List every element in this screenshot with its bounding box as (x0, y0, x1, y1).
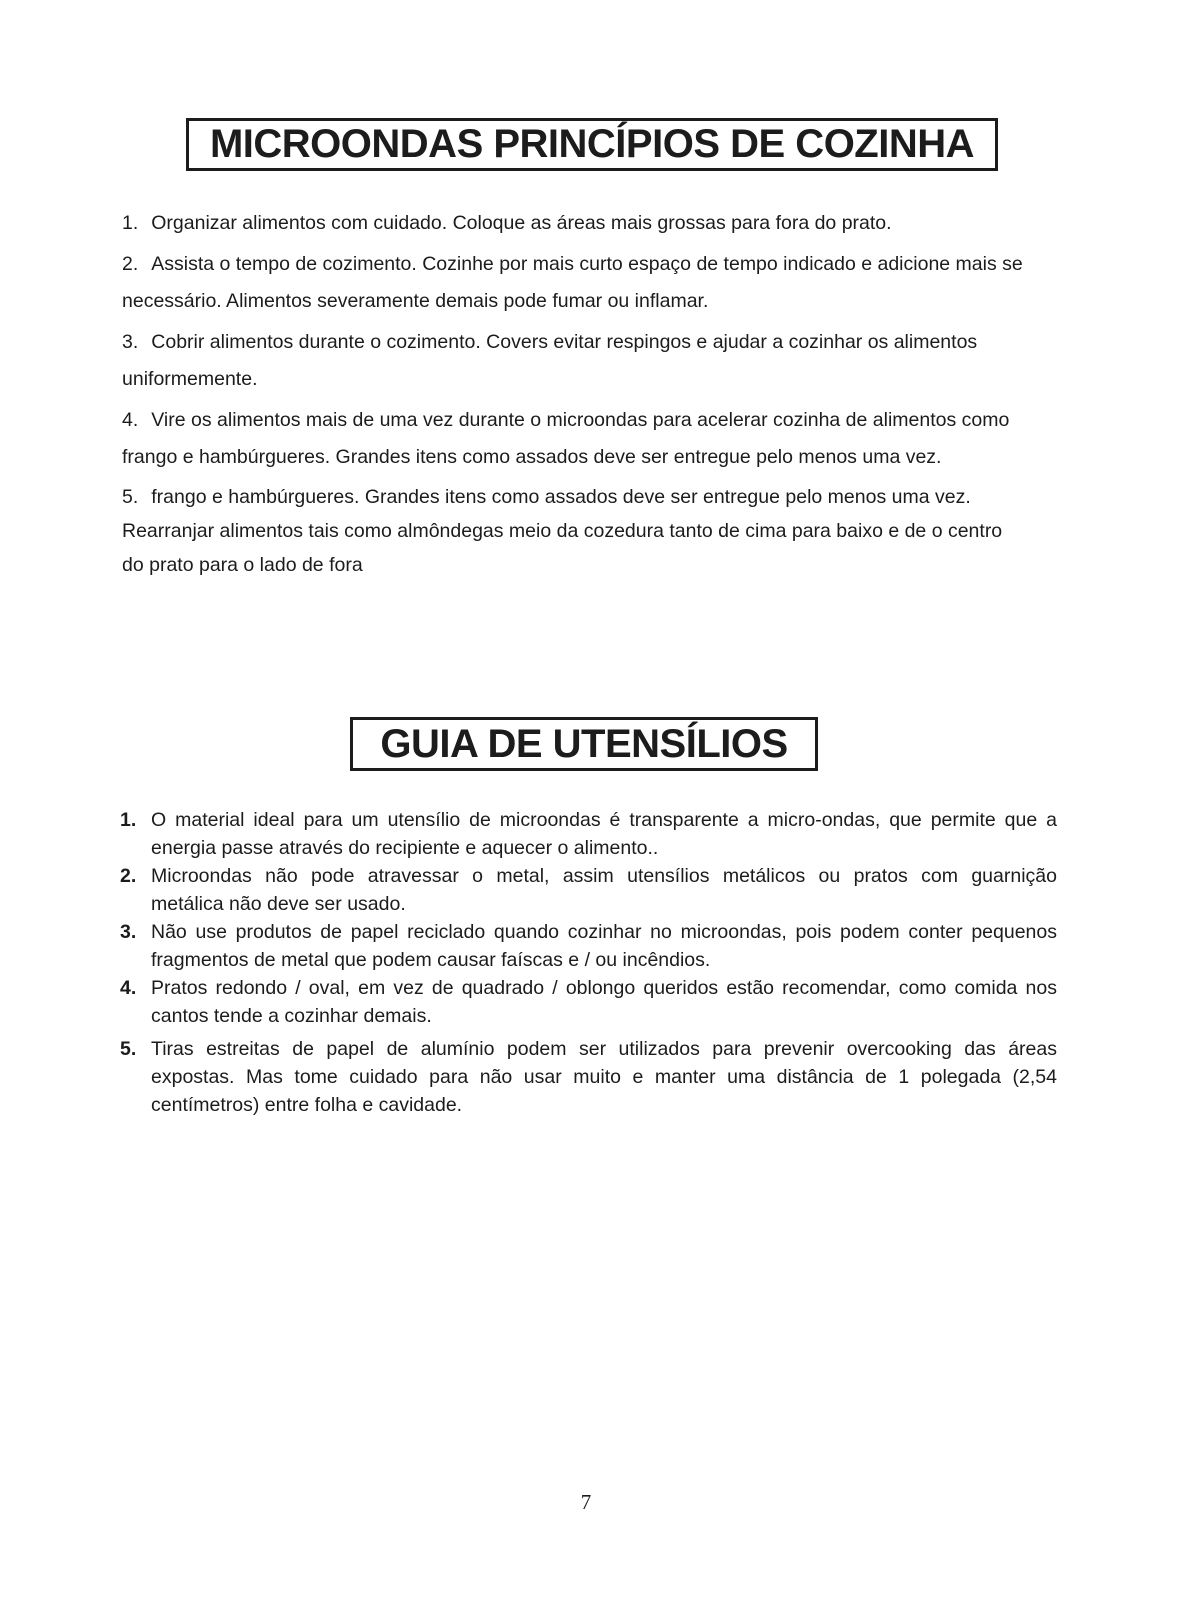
list-item (120, 974, 1057, 1030)
text-line (122, 480, 1058, 514)
item-body (151, 862, 1057, 918)
item-number: 3. (120, 921, 137, 943)
item-body (151, 806, 1057, 862)
item-number: 1. (122, 212, 139, 234)
list-item (120, 1035, 1057, 1119)
text-line: Microondas não pode atravessar o metal, assim utensílios metálicos ou pratos com guarnição (151, 865, 1057, 887)
text-line: fragmentos de metal que podem causar faíscas e / ou incêndios. (151, 949, 711, 971)
list-item (120, 806, 1057, 862)
text-line (122, 246, 1058, 283)
list-item (122, 205, 1058, 242)
text-line: Não use produtos de papel reciclado quando cozinhar no microondas, pois podem conter pequenos (151, 921, 1057, 943)
text-line: O material ideal para um utensílio de microondas é transparente a micro-ondas, que permite que a (151, 809, 1057, 831)
list-item (122, 246, 1058, 320)
item-body (151, 918, 1057, 974)
section-title-box-utensil-guide (350, 717, 818, 771)
item-number: 5. (120, 1038, 137, 1060)
item-number: 4. (122, 409, 139, 431)
item-body (151, 974, 1057, 1030)
list-item (122, 402, 1058, 476)
utensil-guide-list (120, 806, 1057, 1119)
text-line: Pratos redondo / oval, em vez de quadrado / oblongo queridos estão recomendar, como comida nos (151, 977, 1057, 999)
item-number: 3. (122, 331, 139, 353)
cooking-principles-list (122, 205, 1058, 586)
text-line (122, 324, 1058, 361)
text-line-content: Assista o tempo de cozimento. Cozinhe por mais curto espaço de tempo indicado e adicione mais se (151, 253, 1023, 275)
list-item (122, 480, 1058, 582)
text-line (122, 402, 1058, 439)
text-line: centímetros) entre folha e cavidade. (151, 1094, 463, 1116)
text-line: Tiras estreitas de papel de alumínio podem ser utilizados para prevenir overcooking das áreas (151, 1038, 1057, 1060)
item-number: 5. (122, 486, 139, 508)
text-line: do prato para o lado de fora (122, 554, 363, 576)
item-number: 2. (120, 865, 137, 887)
list-item (120, 862, 1057, 918)
item-number: 2. (122, 253, 139, 275)
text-line: necessário. Alimentos severamente demais pode fumar ou inflamar. (122, 290, 709, 312)
item-number: 1. (120, 809, 137, 831)
text-line: cantos tende a cozinhar demais. (151, 1005, 432, 1027)
text-line-content: Cobrir alimentos durante o cozimento. Covers evitar respingos e ajudar a cozinhar os alimentos (151, 331, 978, 353)
text-line-content: Organizar alimentos com cuidado. Coloque as áreas mais grossas para fora do prato. (151, 212, 892, 234)
list-item (122, 324, 1058, 398)
item-body (151, 1035, 1057, 1119)
text-line: energia passe através do recipiente e aquecer o alimento.. (151, 837, 659, 859)
text-line: expostas. Mas tome cuidado para não usar muito e manter uma distância de 1 polegada (2,54 (151, 1066, 1057, 1088)
text-line: metálica não deve ser usado. (151, 893, 406, 915)
item-number: 4. (120, 977, 137, 999)
page-number: 7 (580, 1490, 592, 1514)
text-line-content: frango e hambúrgueres. Grandes itens como assados deve ser entregue pelo menos uma vez. (151, 486, 971, 508)
section-title-box-cooking-principles (186, 118, 998, 171)
text-line: Rearranjar alimentos tais como almôndegas meio da cozedura tanto de cima para baixo e de o centro (122, 520, 1003, 542)
section-title-cooking-principles: MICROONDAS PRINCÍPIOS DE COZINHA (209, 122, 975, 166)
text-line: uniformemente. (122, 368, 258, 390)
text-line (122, 205, 1058, 242)
text-line: frango e hambúrgueres. Grandes itens como assados deve ser entregue pelo menos uma vez. (122, 446, 942, 468)
section-title-utensil-guide: GUIA DE UTENSÍLIOS (380, 721, 788, 766)
text-line-content: Vire os alimentos mais de uma vez durante o microondas para acelerar cozinha de alimentos como (151, 409, 1010, 431)
list-item (120, 918, 1057, 974)
